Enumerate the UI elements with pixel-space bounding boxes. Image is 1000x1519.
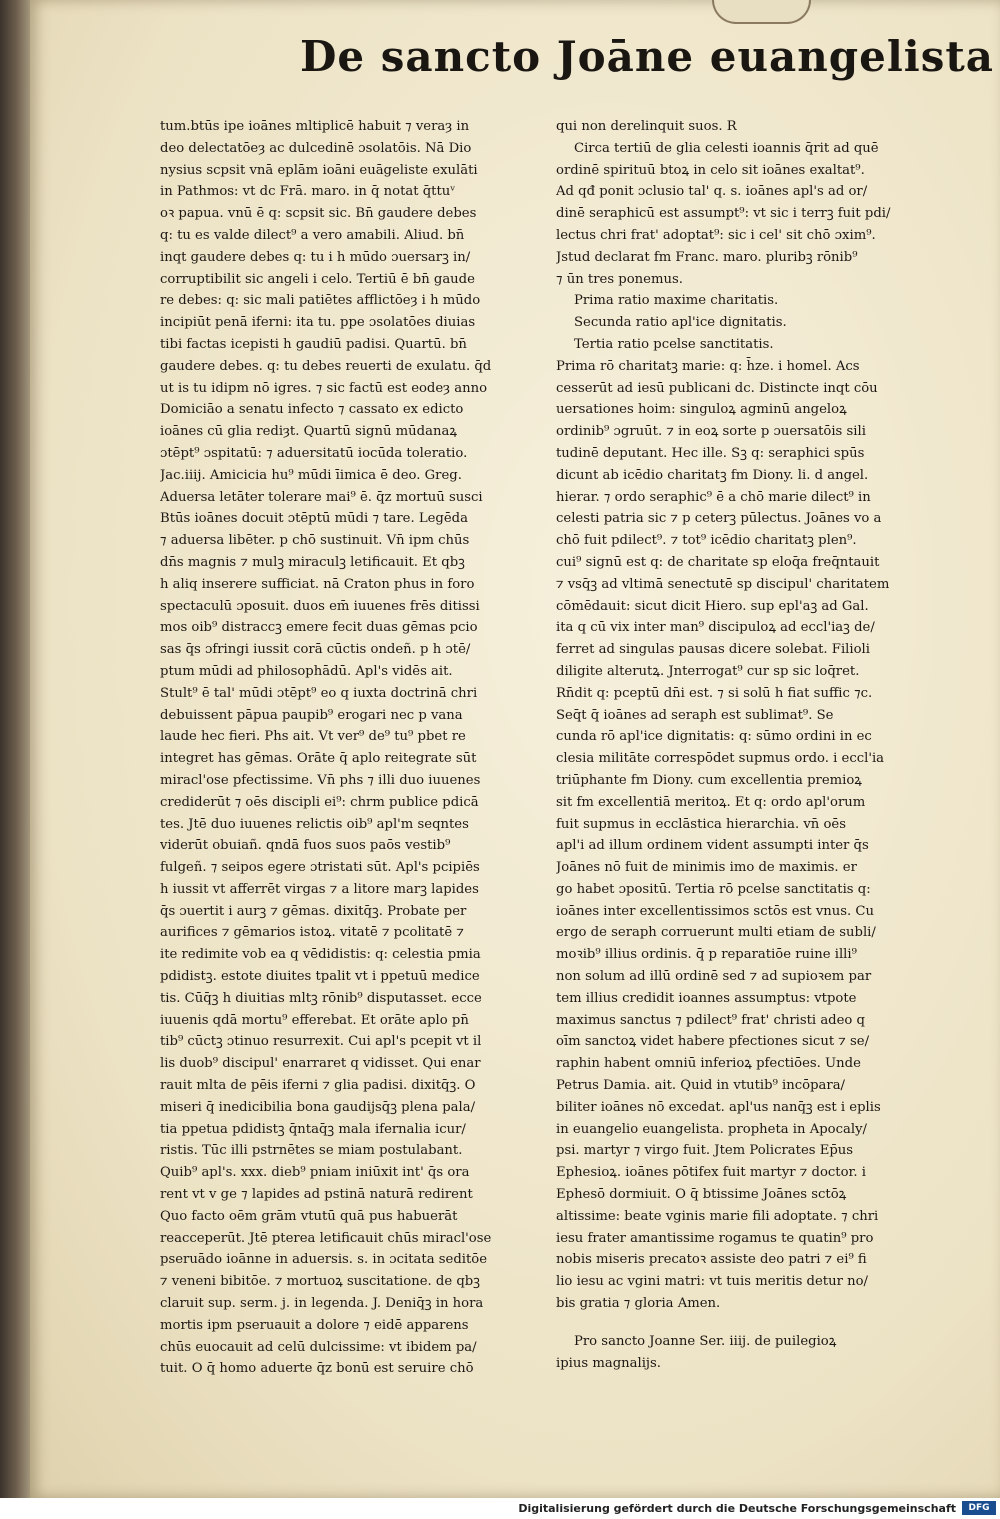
text-line: ⁊ ūn tres ponemus. <box>556 271 683 287</box>
text-line: oꝛ papua. vnū ē q: scpsit sic. Bn̄ gaudere debes <box>160 206 477 222</box>
text-line: Jstud declarat fm Franc. maro. pluribꝫ rōnib⁹ <box>556 249 858 265</box>
text-line: reacceperūt. Jtē pterea letificauit chūs miracl'ose <box>160 1230 492 1246</box>
text-line: Quib⁹ apl's. xxx. dieb⁹ pniam iniūxit int' q̄s ora <box>160 1165 470 1181</box>
text-line: Ephesioꝝ. ioānes pōtifex fuit martyr ⁊ doctor. i <box>556 1165 866 1181</box>
text-line: debuissent pāpua paupib⁹ erogari nec p vana <box>160 707 463 723</box>
text-line: celesti patria sic ⁊ p ceterꝫ pūlectus. Joānes vo a <box>556 511 882 527</box>
text-line: pdidistꝫ. estote diuites tpalit vt i ppetuū medice <box>160 969 480 985</box>
text-line: hierar. ⁊ ordo seraphic⁹ ē a chō marie dilect⁹ in <box>556 489 871 505</box>
footer-credit: Digitalisierung gefördert durch die Deutsche Forschungsgemeinschaft <box>518 1502 956 1515</box>
text-line: nysius scpsit vnā eplām ioāni euāgeliste exulāti <box>160 162 478 178</box>
text-line: ɔtēpt⁹ ɔspitatū: ⁊ aduersitatū iocūda toleratio. <box>160 445 468 461</box>
text-line: triūphante fm Diony. cum excellentia premioꝝ <box>556 772 862 788</box>
text-line: ordinē spirituū btoꝝ in celo sit ioānes exaltat⁹. <box>556 162 865 178</box>
text-line: incipiūt penā iferni: ita tu. ppe ɔsolatōes diuias <box>160 315 476 331</box>
text-line: Jac.iiij. Amicicia hu⁹ mūdi īimica ē deo. Greg. <box>160 467 462 483</box>
text-line: miseri q̄ inedicibilia bona gaudijsq̄ꝫ plena pala/ <box>160 1099 476 1115</box>
text-line: in euangelio euangelista. propheta in Apocaly/ <box>556 1121 867 1137</box>
text-line: ipius magnalijs. <box>556 1355 661 1371</box>
text-line: re debes: q: sic mali patiētes afflictōeȝ i h mūdo <box>160 293 481 309</box>
text-line: cui⁹ signū est q: de charitate sp eloq̄a freq̄ntauit <box>556 554 880 570</box>
text-line: iesu frater amantissime rogamus te quatin⁹ pro <box>556 1230 874 1246</box>
text-line: Aduersa letāter tolerare mai⁹ ē. q̄z mortuū susci <box>160 489 483 505</box>
text-line: aurifices ⁊ gēmarios istoꝝ. vitatē ⁊ pcolitatē ⁊ <box>160 925 464 941</box>
text-line: raphin habent omniū inferioꝝ pfectiōes. Unde <box>556 1056 861 1072</box>
text-line: uersationes hoim: singuloꝝ agminū angeloꝝ <box>556 402 847 418</box>
text-line: tis. Cūq̄ꝫ h diuitias mltꝫ rōnib⁹ disputasset. ecce <box>160 990 482 1006</box>
text-line: apl'i ad illum ordinem vident assumpti inter q̄s <box>556 838 869 854</box>
text-line: Ephesō dormiuit. O q̄ btissime Joānes sctōꝝ <box>556 1187 847 1203</box>
text-line: miracl'ose pfectissime. Vn̄ phs ⁊ illi duo iuuenes <box>160 772 481 788</box>
text-line: maximus sanctus ⁊ pdilect⁹ frat' christi adeo q <box>556 1012 865 1028</box>
text-line: ergo de seraph corruerunt multi etiam de subli/ <box>556 925 876 941</box>
text-line: ioānes inter excellentissimos sctōs est vnus. Cu <box>556 903 875 919</box>
text-line: h aliq inserere sufficiat. nā Craton phus in foro <box>160 576 475 592</box>
text-line: Btūs ioānes docuit ɔtēptū mūdi ⁊ tare. Legēda <box>160 511 468 527</box>
text-line: tuit. O q̄ homo aduerte q̄z bonū est seruire chō <box>160 1361 474 1377</box>
text-line: oīm sanctoꝝ videt habere pfectiones sicut ⁊ se/ <box>556 1034 870 1050</box>
text-line: Joānes nō fuit de minimis imo de maximis. er <box>556 860 857 876</box>
text-line: in Pathmos: vt dc Frā. maro. in q̄ notat q̄ttuᵛ <box>160 184 456 200</box>
left-text-column <box>160 116 535 1380</box>
text-line: ristis. Tūc illi pstrnētes se miam postulabant. <box>160 1143 463 1159</box>
text-line: Prima ratio maxime charitatis. <box>574 293 779 309</box>
text-line: qui non derelinquit suos. R <box>556 119 737 134</box>
text-line: Tertia ratio pcelse sanctitatis. <box>574 336 774 352</box>
text-line: q: tu es valde dilect⁹ a vero amabili. Aliud. bn̄ <box>160 227 465 243</box>
text-line: laude hec fieri. Phs ait. Vt ver⁹ de⁹ tu⁹ pbet re <box>160 729 466 745</box>
text-line: ita q cū vix inter man⁹ discipuloꝝ ad eccl'iaꝫ de/ <box>556 620 875 636</box>
text-line: fulgeñ. ⁊ seipos egere ɔtristati sūt. Apl's pcipiēs <box>160 860 480 876</box>
text-line: integret has gēmas. Orāte q̄ aplo reitegrate sūt <box>160 751 477 767</box>
text-line: ⁊ veneni bibitōe. ⁊ mortuoꝝ suscitatione. de qbꝫ <box>160 1274 480 1290</box>
text-line: cunda rō apl'ice dignitatis: q: sūmo ordini in ec <box>556 729 872 745</box>
text-line: crediderūt ⁊ oēs discipli ei⁹: chrm publice pdicā <box>160 794 479 810</box>
text-line: h iussit vt afferrēt virgas ⁊ a litore marꝫ lapides <box>160 881 479 897</box>
text-line: tudinē deputant. Hec ille. Sꝫ q: seraphici spūs <box>556 445 865 461</box>
text-line: cesserūt ad iesū publicani dc. Distincte inqt cōu <box>556 380 878 396</box>
text-line: Secunda ratio apl'ice dignitatis. <box>574 315 787 331</box>
text-line: diligite alterutꝝ. Jnterrogat⁹ cur sp sic loq̄ret. <box>556 663 860 679</box>
text-line: tia ppetua pdidistꝫ q̄ntaq̄ꝫ mala ifernalia icur/ <box>160 1121 466 1137</box>
text-line: q̄s ɔuertit i aurꝫ ⁊ gēmas. dixitq̄ꝫ. Probate per <box>160 903 467 919</box>
text-line: mortis ipm pseruauit a dolore ⁊ eidē apparens <box>160 1317 469 1333</box>
footer-bar <box>0 1498 1000 1519</box>
text-line: tem illius credidit ioannes assumptus: vtpote <box>556 990 857 1006</box>
text-line: ptum mūdi ad philosophādū. Apl's vidēs ait. <box>160 663 453 679</box>
text-line: spectaculū ɔposuit. duos em̄ iuuenes frēs ditissi <box>160 598 480 614</box>
text-line: inqt gaudere debes q: tu i h mūdo ɔuersarꝫ in/ <box>160 249 471 265</box>
text-line: cōmēdauit: sicut dicit Hiero. sup epl'aꝫ ad Gal. <box>556 598 869 614</box>
text-line: ⁊ aduersa libēter. p chō sustinuit. Vn̄ ipm chūs <box>160 533 470 549</box>
text-line: bis gratia ⁊ gloria Amen. <box>556 1296 721 1312</box>
text-line: viderūt obuiañ. qndā fuos suos paōs vestib⁹ <box>160 838 451 854</box>
text-line: ut is tu idipm nō igres. ⁊ sic factū est eodeȝ anno <box>160 380 488 396</box>
text-line: tibi factas icepisti h gaudiū padisi. Quartū. bn̄ <box>160 336 467 352</box>
text-line: biliter ioānes nō excedat. apl'us nanq̄ꝫ est i eplis <box>556 1099 881 1115</box>
text-line: nobis miseris precatoꝛ assiste deo patri ⁊ ei⁹ fi <box>556 1252 867 1268</box>
text-line: Stult⁹ ē tal' mūdi ɔtēpt⁹ eo q iuxta doctrinā chri <box>160 685 478 701</box>
text-line: clesia militāte correspōdet supmus ordo. i eccl'ia <box>556 751 885 767</box>
text-line: Pro sancto Joanne Ser. iiij. de puilegioꝝ <box>574 1333 837 1349</box>
right-text-column <box>556 116 931 1374</box>
text-line: tum.btūs ipe ioānes mltiplicē habuit ⁊ veraȝ in <box>160 119 470 134</box>
text-line: Domiciāo a senatu infecto ⁊ cassato ex edicto <box>160 402 464 418</box>
text-line: rauit mlta de pēis iferni ⁊ glia padisi. dixitq̄ꝫ. O <box>160 1078 476 1094</box>
text-line: lio iesu ac vgini matri: vt tuis meritis detur no/ <box>556 1274 868 1290</box>
text-line: iuuenis qdā mortu⁹ efferebat. Et orāte aplo pn̄ <box>160 1012 469 1028</box>
text-line: ordinib⁹ ɔgruūt. ⁊ in eoꝝ sorte p ɔuersatōis sili <box>556 424 866 440</box>
text-line: Petrus Damia. ait. Quid in vtutib⁹ incōpara/ <box>556 1078 845 1094</box>
page-title: De sancto Joāne euangelista <box>300 32 995 81</box>
text-line: claruit sup. serm. j. in legenda. J. Deniq̄ꝫ in hora <box>160 1296 484 1312</box>
text-line: dn̄s magnis ⁊ mulꝫ miraculꝫ letificauit. Et qbꝫ <box>160 554 465 570</box>
text-line: sit fm excellentiā meritoꝝ. Et q: ordo apl'orum <box>556 794 866 810</box>
text-line: moꝛib⁹ illius ordinis. q̄ p reparatiōe ruine illi⁹ <box>556 947 857 963</box>
text-line: pseruādo ioānne in aduersis. s. in ɔcitata seditōe <box>160 1252 488 1268</box>
text-line: corruptibilit sic angeli i celo. Tertiū ē bn̄ gaude <box>160 271 475 287</box>
text-line: go habet ɔpositū. Tertia rō pcelse sanctitatis q: <box>556 881 871 897</box>
text-line: altissime: beate vginis marie fili adoptate. ⁊ chri <box>556 1208 879 1224</box>
text-line: Quo facto oēm grām vtutū quā pus habuerāt <box>160 1208 458 1224</box>
text-line: ⁊ vsq̄ꝫ ad vltimā senectutē sp discipul' charitatem <box>556 576 890 592</box>
text-line: fuit supmus in ecclāstica hierarchia. vn̄ oēs <box>556 816 847 832</box>
text-line: mos oib⁹ distraccꝫ emere fecit duas gēmas pcio <box>160 620 478 636</box>
text-line: Prima rō charitatꝫ marie: q: h̄ze. i homel. Acs <box>556 358 860 374</box>
text-line: chō fuit pdilect⁹. ⁊ tot⁹ icēdio charitatꝫ plen⁹. <box>556 533 857 549</box>
text-line: Seq̄t q̄ ioānes ad seraph est sublimat⁹. Se <box>556 707 834 723</box>
text-line: deo delectatōeȝ ac dulcedinē ɔsolatōis. Nā Dio <box>160 140 472 156</box>
dfg-logo: DFG <box>962 1501 996 1515</box>
text-line: gaudere debes. q: tu debes reuerti de exulatu. q̄d <box>160 358 492 374</box>
text-line: dinē seraphicū est assumpt⁹: vt sic i terrꝫ fuit pdi/ <box>556 206 891 222</box>
text-line: ferret ad singulas pausas dicere solebat. Filioli <box>556 642 870 658</box>
text-line: non solum ad illū ordinē sed ⁊ ad supioꝛem par <box>556 969 872 985</box>
text-line: dicunt ab icēdio charitatꝫ fm Diony. li. d angel. <box>556 467 869 483</box>
text-line: lis duob⁹ discipul' enarraret q vidisset. Qui enar <box>160 1056 481 1072</box>
text-line: Circa tertiū de glia celesti ioannis q̄rit ad quē <box>574 140 879 156</box>
text-line: chūs euocauit ad celū dulcissime: vt ibidem pa/ <box>160 1339 477 1355</box>
text-line: rent vt v ge ⁊ lapides ad pstinā naturā redirent <box>160 1187 473 1203</box>
page-tab-notch <box>712 0 811 24</box>
text-line: lectus chri frat' adoptat⁹: sic i cel' sit chō ɔxim⁹. <box>556 227 876 243</box>
text-line: ioānes cū glia rediȝt. Quartū signū mūdanaꝝ <box>160 424 457 440</box>
text-line: Ad qđ ponit ɔclusio tal' q. s. ioānes apl's ad or/ <box>556 184 868 200</box>
text-line: sas q̄s ɔfringi iussit corā cūctis ondeñ. p h ɔtē/ <box>160 642 471 658</box>
text-line: tib⁹ cūctꝫ ɔtinuo resurrexit. Cui apl's pcepit vt il <box>160 1034 482 1050</box>
text-line: ite redimite vob ea q vēdidistis: q: celestia pmia <box>160 947 481 963</box>
text-line: Rn̄dit q: pceptū dn̄i est. ⁊ si solū h fiat suffic ⁊c. <box>556 685 873 701</box>
text-line: tes. Jtē duo iuuenes relictis oib⁹ apl'm seqntes <box>160 816 469 832</box>
text-line: psi. martyr ⁊ virgo fuit. Jtem Policrates Ep̄us <box>556 1143 854 1159</box>
